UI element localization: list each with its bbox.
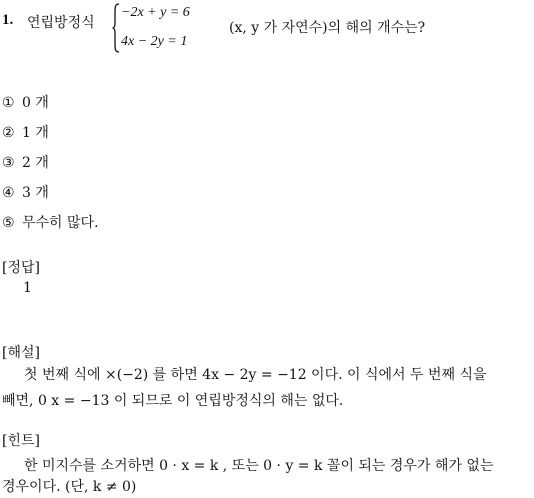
equation-1: −2x + y = 6 bbox=[121, 5, 190, 20]
choice-5-text: 무수히 많다. bbox=[22, 215, 99, 231]
question-condition: (x, y 가 자연수)의 해의 개수는? bbox=[229, 20, 426, 36]
hint-line-1: 한 미지수를 소거하면 0 · x = k , 또는 0 · y = k 꼴이 되는 경우가 해가 없는 bbox=[24, 458, 494, 474]
choice-3[interactable] bbox=[2, 152, 49, 172]
choice-4[interactable] bbox=[2, 182, 49, 202]
system-brace bbox=[112, 3, 120, 53]
equation-2: 4x − 2y = 1 bbox=[121, 34, 188, 49]
choice-5[interactable] bbox=[2, 212, 99, 232]
choice-4-text: 3 개 bbox=[22, 185, 49, 201]
choice-2-mark: ② bbox=[2, 125, 15, 141]
answer-label: [정답] bbox=[2, 260, 40, 276]
choice-5-mark: ⑤ bbox=[2, 215, 15, 231]
hint-label: [힌트] bbox=[2, 433, 40, 449]
choice-4-mark: ④ bbox=[2, 185, 15, 201]
explanation-line-1: 첫 번째 식에 ×(−2) 를 하면 4x − 2y = −12 이다. 이 식에서 두 번째 식을 bbox=[24, 367, 487, 383]
choice-2[interactable] bbox=[2, 122, 49, 142]
question-number: 1. bbox=[2, 12, 14, 28]
choice-3-mark: ③ bbox=[2, 155, 15, 171]
choice-1-text: 0 개 bbox=[22, 95, 49, 111]
answer-value: 1 bbox=[23, 280, 32, 296]
choice-1-mark: ① bbox=[2, 95, 15, 111]
explanation-label: [해설] bbox=[2, 345, 40, 361]
choice-1[interactable] bbox=[2, 92, 49, 112]
question-prefix: 연립방정식 bbox=[27, 15, 95, 31]
choice-3-text: 2 개 bbox=[22, 155, 49, 171]
hint-line-2: 경우이다. (단, k ≠ 0) bbox=[2, 479, 137, 495]
explanation-line-2: 빼면, 0 x = −13 이 되므로 이 연립방정식의 해는 없다. bbox=[2, 393, 344, 409]
choice-2-text: 1 개 bbox=[22, 125, 49, 141]
